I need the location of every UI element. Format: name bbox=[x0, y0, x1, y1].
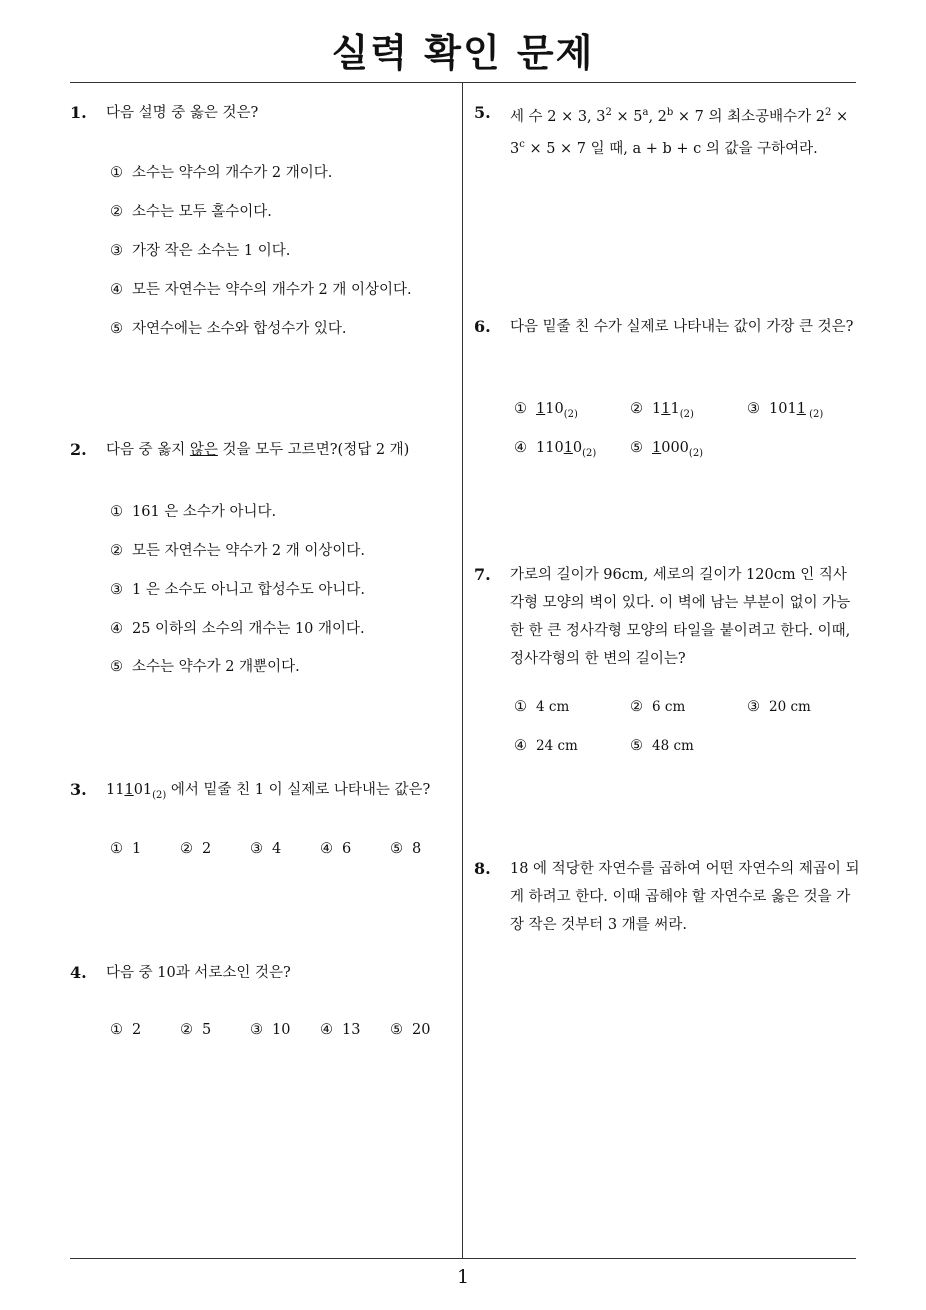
option-mark: ① bbox=[514, 401, 527, 417]
question-number: 8. bbox=[474, 859, 491, 878]
option-3[interactable] bbox=[747, 401, 823, 420]
option-5[interactable] bbox=[110, 317, 347, 338]
question-number: 2. bbox=[70, 440, 87, 459]
option-text: 소수는 약수가 2 개뿐이다. bbox=[132, 659, 300, 675]
option-mark: ② bbox=[180, 841, 193, 857]
option-mark: ③ bbox=[110, 582, 123, 598]
question-number: 7. bbox=[474, 565, 491, 584]
option-text: 20 bbox=[412, 1022, 431, 1038]
page-title: 실력 확인 문제 bbox=[331, 31, 595, 75]
option-text: 13 bbox=[342, 1022, 361, 1038]
option-text: 가장 작은 소수는 1 이다. bbox=[132, 243, 291, 259]
option-5[interactable] bbox=[630, 738, 694, 754]
option-text: 4 cm bbox=[536, 699, 570, 715]
option-text: 1 은 소수도 아니고 합성수도 아니다. bbox=[132, 582, 365, 598]
option-text: 모든 자연수는 약수의 개수가 2 개 이상이다. bbox=[132, 282, 412, 298]
question-text: $11101_{(2)}$ 에서 밑줄 친 1 이 실제로 나타내는 값은? bbox=[106, 782, 431, 801]
option-mark: ② bbox=[110, 204, 123, 220]
question-text: 다음 설명 중 옳은 것은? bbox=[106, 105, 259, 121]
option-mark: ② bbox=[110, 543, 123, 559]
top-rule bbox=[70, 82, 856, 83]
option-text: 1011 $_{(2)}$ bbox=[769, 401, 824, 420]
option-mark: ④ bbox=[320, 841, 333, 857]
option-mark: ⑤ bbox=[390, 1022, 403, 1038]
option-4[interactable] bbox=[110, 617, 365, 638]
question-number: 4. bbox=[70, 963, 87, 982]
option-1[interactable] bbox=[110, 841, 141, 857]
question-2 bbox=[70, 436, 450, 464]
option-mark: ① bbox=[110, 1022, 123, 1038]
underlined-word: 않은 bbox=[189, 442, 218, 458]
option-text: 모든 자연수는 약수가 2 개 이상이다. bbox=[132, 543, 365, 559]
option-mark: ① bbox=[110, 165, 123, 181]
option-5[interactable] bbox=[390, 1022, 430, 1038]
option-mark: ④ bbox=[110, 282, 123, 298]
question-3 bbox=[70, 776, 455, 810]
question-5 bbox=[474, 99, 860, 163]
option-mark: ⑤ bbox=[390, 841, 403, 857]
option-mark: ③ bbox=[250, 1022, 263, 1038]
question-number: 3. bbox=[70, 780, 87, 799]
question-6 bbox=[474, 313, 860, 341]
column-divider bbox=[462, 82, 463, 1258]
option-text: 6 bbox=[342, 841, 352, 857]
option-mark: ④ bbox=[514, 738, 527, 754]
option-2[interactable] bbox=[180, 841, 211, 857]
option-text: 5 bbox=[202, 1022, 212, 1038]
question-text: 가로의 길이가 96cm, 세로의 길이가 120cm 인 직사각형 모양의 벽이 있다. 이 벽에 남는 부분이 없이 가능한 한 큰 정사각형 모양의 타일을 붙이려고 한다. 이때, 정사각형의 한 변의 길이는? bbox=[510, 567, 851, 667]
option-text: 1 bbox=[132, 841, 142, 857]
option-mark: ② bbox=[630, 401, 643, 417]
option-text: 4 bbox=[272, 841, 282, 857]
option-4[interactable] bbox=[514, 738, 578, 754]
option-3[interactable] bbox=[747, 699, 811, 715]
option-5[interactable] bbox=[630, 440, 703, 459]
option-text: 24 cm bbox=[536, 738, 578, 754]
question-text: 다음 중 10과 서로소인 것은? bbox=[106, 965, 291, 981]
option-mark: ④ bbox=[514, 440, 527, 456]
option-text: 20 cm bbox=[769, 699, 811, 715]
option-mark: ⑤ bbox=[630, 738, 643, 754]
option-mark: ① bbox=[110, 504, 123, 520]
question-number: 6. bbox=[474, 317, 491, 336]
question-8 bbox=[474, 855, 860, 939]
option-text: 25 이하의 소수의 개수는 10 개이다. bbox=[132, 621, 365, 637]
option-mark: ② bbox=[180, 1022, 193, 1038]
option-mark: ① bbox=[110, 841, 123, 857]
option-text: $110_{(2)}$ bbox=[536, 401, 578, 420]
underlined-digit: 1 bbox=[124, 782, 134, 798]
option-text: 8 bbox=[412, 841, 422, 857]
question-7 bbox=[474, 561, 860, 673]
option-4[interactable] bbox=[320, 841, 351, 857]
option-text: 2 bbox=[202, 841, 212, 857]
question-4 bbox=[70, 959, 450, 987]
option-text: 161 은 소수가 아니다. bbox=[132, 504, 277, 520]
option-text: 자연수에는 소수와 합성수가 있다. bbox=[132, 321, 347, 337]
option-text: 2 bbox=[132, 1022, 142, 1038]
option-text: 10 bbox=[272, 1022, 291, 1038]
question-1 bbox=[70, 99, 450, 127]
question-number: 1. bbox=[70, 103, 87, 122]
option-text: 소수는 모두 홀수이다. bbox=[132, 204, 272, 220]
option-mark: ① bbox=[514, 699, 527, 715]
option-mark: ③ bbox=[110, 243, 123, 259]
option-text: $111_{(2)}$ bbox=[652, 401, 694, 420]
question-text: 세 수 2 × 3, $3^2 \times 5^a$, $2^b \times 7$ 의 최소공배수가 $2^2$ × $3^c \times 5 \times 7$ 일 때, a + b + c 의 값을 구하여라. bbox=[510, 107, 849, 157]
option-mark: ③ bbox=[747, 699, 760, 715]
option-2[interactable] bbox=[110, 200, 272, 221]
option-1[interactable] bbox=[110, 500, 276, 521]
option-2[interactable] bbox=[180, 1022, 211, 1038]
option-3[interactable] bbox=[250, 1022, 290, 1038]
option-mark: ③ bbox=[747, 401, 760, 417]
option-4[interactable] bbox=[110, 278, 412, 299]
option-mark: ⑤ bbox=[110, 659, 123, 675]
question-number: 5. bbox=[474, 103, 491, 122]
bottom-rule bbox=[70, 1258, 856, 1259]
option-text: $1000_{(2)}$ bbox=[652, 440, 704, 459]
option-2[interactable] bbox=[630, 401, 694, 420]
option-1[interactable] bbox=[514, 401, 578, 420]
option-mark: ③ bbox=[250, 841, 263, 857]
option-mark: ④ bbox=[110, 621, 123, 637]
option-mark: ⑤ bbox=[110, 321, 123, 337]
question-text: 다음 중 옳지 않은 것을 모두 고르면?(정답 2 개) bbox=[106, 442, 410, 458]
option-3[interactable] bbox=[250, 841, 281, 857]
option-mark: ② bbox=[630, 699, 643, 715]
option-1[interactable] bbox=[110, 161, 332, 182]
option-text: 6 cm bbox=[652, 699, 686, 715]
option-text: 소수는 약수의 개수가 2 개이다. bbox=[132, 165, 333, 181]
option-mark: ⑤ bbox=[630, 440, 643, 456]
option-2[interactable] bbox=[110, 539, 365, 560]
option-mark: ④ bbox=[320, 1022, 333, 1038]
option-4[interactable] bbox=[320, 1022, 360, 1038]
option-1[interactable] bbox=[514, 699, 569, 715]
option-5[interactable] bbox=[390, 841, 421, 857]
option-1[interactable] bbox=[110, 1022, 141, 1038]
question-text: 18 에 적당한 자연수를 곱하여 어떤 자연수의 제곱이 되게 하려고 한다. 이때 곱해야 할 자연수로 옳은 것을 가장 작은 것부터 3 개를 써라. bbox=[510, 861, 860, 933]
option-text: 48 cm bbox=[652, 738, 694, 754]
question-text: 다음 밑줄 친 수가 실제로 나타내는 값이 가장 큰 것은? bbox=[510, 319, 854, 335]
option-2[interactable] bbox=[630, 699, 685, 715]
page-number: 1 bbox=[456, 1266, 470, 1288]
option-3[interactable] bbox=[110, 578, 365, 599]
option-5[interactable] bbox=[110, 655, 300, 676]
option-text: $11010_{(2)}$ bbox=[536, 440, 597, 459]
option-3[interactable] bbox=[110, 239, 290, 260]
option-4[interactable] bbox=[514, 440, 596, 459]
